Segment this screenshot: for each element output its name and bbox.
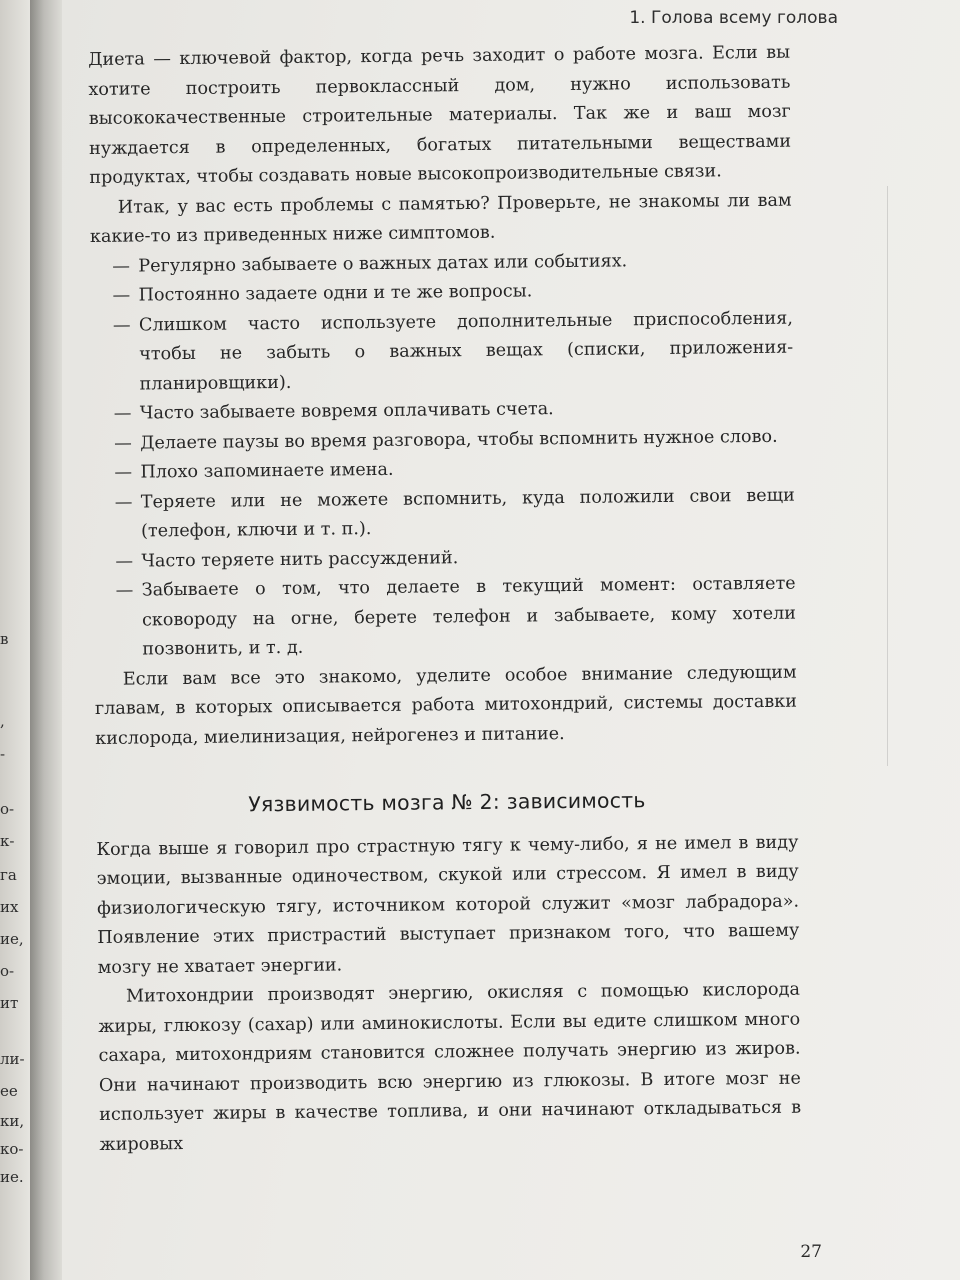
list-item: — Часто забываете вовремя оплачивать счета. — [114, 393, 794, 430]
facing-page-fragment: - — [0, 745, 6, 763]
facing-page-fragment: о- — [0, 800, 15, 818]
facing-page-fragment: , — [0, 712, 5, 730]
dash-marker: — — [112, 315, 131, 336]
facing-page-fragment: ее — [0, 1082, 18, 1100]
list-item: — Забываете о том, что делаете в текущий момент: оставляете сковороду на огне, берете телефон и забываете, кому хотели позвонить, и т. д. — [115, 573, 797, 660]
list-item: — Слишком часто используете дополнительные приспособления, чтобы не забыть о важных вещах (списки, приложения-планировщики). — [112, 308, 794, 394]
section-paragraph: Митохондрии производят энергию, окисляя с помощью кислорода жиры, глюкозу (сахар) или аминокислоты. Если вы едите слишком много сахара, митохондриям становится сложнее получать энергию из жиров. Они начинают производить всю энергию из глюкозы. В итоге мозг не использует жиры в качестве топлива, и они начинают откладываться в жировых — [98, 979, 802, 1155]
facing-page-fragment: их — [0, 898, 19, 916]
facing-page-fragment: ие, — [0, 930, 24, 948]
dash-marker: — — [115, 551, 134, 572]
dash-marker: — — [115, 580, 134, 601]
list-item: — Теряете или не можете вспомнить, куда положили свои вещи (телефон, ключи и т. п.). — [114, 485, 795, 542]
section-title: Уязвимость мозга № 2: зависимость — [248, 788, 646, 817]
page-text — [88, 39, 802, 1160]
facing-page-fragment: ки, — [0, 1112, 25, 1130]
list-item: — Регулярно забываете о важных датах или событиях. — [112, 245, 792, 282]
dash-marker: — — [114, 462, 133, 483]
facing-page-fragment: ит — [0, 994, 19, 1012]
dash-marker: — — [113, 403, 132, 424]
dash-marker: — — [112, 285, 131, 306]
facing-page-fragment: ко- — [0, 1140, 24, 1158]
facing-page-fragment: к- — [0, 832, 15, 850]
page-number: 27 — [800, 1242, 822, 1262]
facing-page-fragment: га — [0, 866, 17, 884]
intro-paragraph: Диета — ключевой фактор, когда речь заходит о работе мозга. Если вы хотите построить первоклассный дом, нужно использовать высококачественные строительные материалы. Так же и ваш мозг нуждается в определенных, богатых питательными веществами продуктах, чтобы создавать новые высокопроизводительные связи. — [88, 42, 792, 188]
symptoms-intro: Итак, у вас есть проблемы с памятью? Проверьте, не знакомы ли вам какие-то из приведенных ниже симптомов. — [89, 190, 792, 247]
book-page — [62, 0, 960, 1280]
section-paragraph: Когда выше я говорил про страстную тягу к чему-либо, я не имел в виду эмоции, вызванные одиночеством, скукой или стрессом. Я имел в виду физиологическую тягу, источником которой служит «мозг лабрадора». Появление этих пристрастий выступает признаком того, что вашему мозгу не хватает энергии. — [96, 832, 800, 978]
dash-marker: — — [114, 433, 132, 454]
list-item: — Плохо запоминаете имена. — [114, 452, 794, 489]
facing-page-fragment: в — [0, 630, 9, 648]
symptoms-list — [90, 245, 796, 665]
list-item: — Делаете паузы во время разговора, чтобы вспомнить нужное слово. — [114, 422, 794, 459]
facing-page-fragment: ли- — [0, 1050, 25, 1068]
facing-page-edge — [0, 0, 30, 1280]
list-item: — Часто теряете нить рассуждений. — [115, 540, 795, 577]
sticky-note-edge — [807, 186, 888, 766]
dash-marker: — — [112, 256, 131, 277]
running-head: 1. Голова всему голова — [629, 8, 838, 28]
dash-marker: — — [114, 492, 133, 513]
facing-page-fragment: ие. — [0, 1168, 24, 1186]
facing-page-fragment: о- — [0, 962, 15, 980]
list-item: — Постоянно задаете одни и те же вопросы. — [112, 275, 792, 312]
symptoms-outro: Если вам все это знакомо, уделите особое внимание следующим главам, в которых описывается работа митохондрий, системы доставки кислорода, миелинизация, нейрогенез и питание. — [94, 662, 798, 749]
